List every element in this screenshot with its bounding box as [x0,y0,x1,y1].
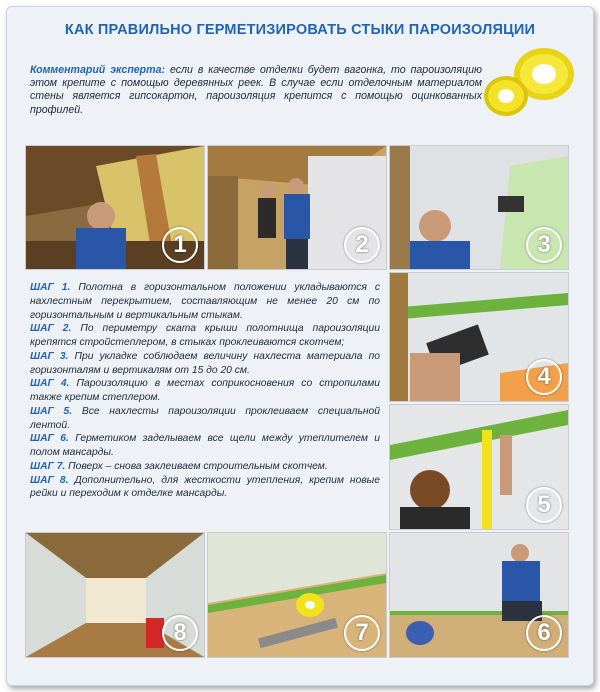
steps-list [30,281,380,501]
step-item [30,405,380,433]
photo-step-4 [389,272,569,402]
step-label: ШАГ 4. [30,378,70,390]
photo-number-3: 3 [526,227,562,263]
photo-step-1 [25,145,205,270]
step-item [30,460,380,474]
step-item [30,474,380,502]
step-text: При укладке соблюдаем величину нахлеста материала по горизонталям и вертикалям от 15 до 20 см. [30,350,380,376]
expert-comment-text: если в качестве отделки будет вагонка, то пароизоляцию этом крепите с помощью деревянных реек. В случае если отделочным материалом стены является гипсокартон, пароизоляция крепится с помощью оцинкованных профилей. [30,64,482,116]
step-label: ШАГ 2. [30,323,72,335]
photo-step-3 [389,145,569,270]
step-text: По периметру ската крыши полотнища пароизоляции крепятся стройстеплером, в стыках проклеиваются скотчем; [30,323,380,348]
step-text: Все нахлесты пароизоляции проклеиваем специальной лентой. [30,405,380,431]
tape-rolls-illustration [482,44,578,124]
step-item [30,350,380,378]
photo-number-6: 6 [526,615,562,651]
photo-step-2 [207,145,387,270]
step-text: Пароизоляцию в местах соприкосновения со стропилами также крепим степлером. [30,378,380,403]
step-text: Дополнительно, для жесткости утепления, крепим новые рейки и переходим к отделке мансарды. [30,474,380,500]
step-label: ШАГ 6. [30,433,69,445]
photo-number-4: 4 [526,359,562,395]
step-text: Полотна в горизонтальном положении укладываются с нахлестным перекрытием, составляющим не менее 20 см по горизонтальным и вертикальным стыкам. [30,282,380,321]
photo-number-2: 2 [344,227,380,263]
photo-step-6 [389,532,569,658]
step-text: Поверх – снова заклеиваем строительным скотчем. [65,460,328,472]
step-label: ШАГ 3. [30,350,69,362]
photo-number-5: 5 [526,487,562,523]
step-label: ШАГ 5. [30,405,73,417]
photo-step-7 [207,532,387,658]
photo-number-8: 8 [162,615,198,651]
photo-step-5 [389,404,569,530]
step-label: ШАГ 7. [30,460,66,472]
step-item [30,322,380,350]
step-label: ШАГ 8. [30,474,69,486]
step-text: Герметиком заделываем все щели между утеплителем и полом мансарды. [30,433,380,458]
photo-number-7: 7 [344,615,380,651]
step-label: ШАГ 1. [30,282,71,293]
expert-comment-label: Комментарий эксперта: [30,64,165,76]
step-item [30,432,380,460]
expert-comment [30,64,482,117]
photo-step-8 [25,532,205,658]
step-item [30,377,380,405]
step-item [30,281,380,322]
page-title: КАК ПРАВИЛЬНО ГЕРМЕТИЗИРОВАТЬ СТЫКИ ПАРОИЗОЛЯЦИИ [64,22,536,38]
photo-number-1: 1 [162,227,198,263]
